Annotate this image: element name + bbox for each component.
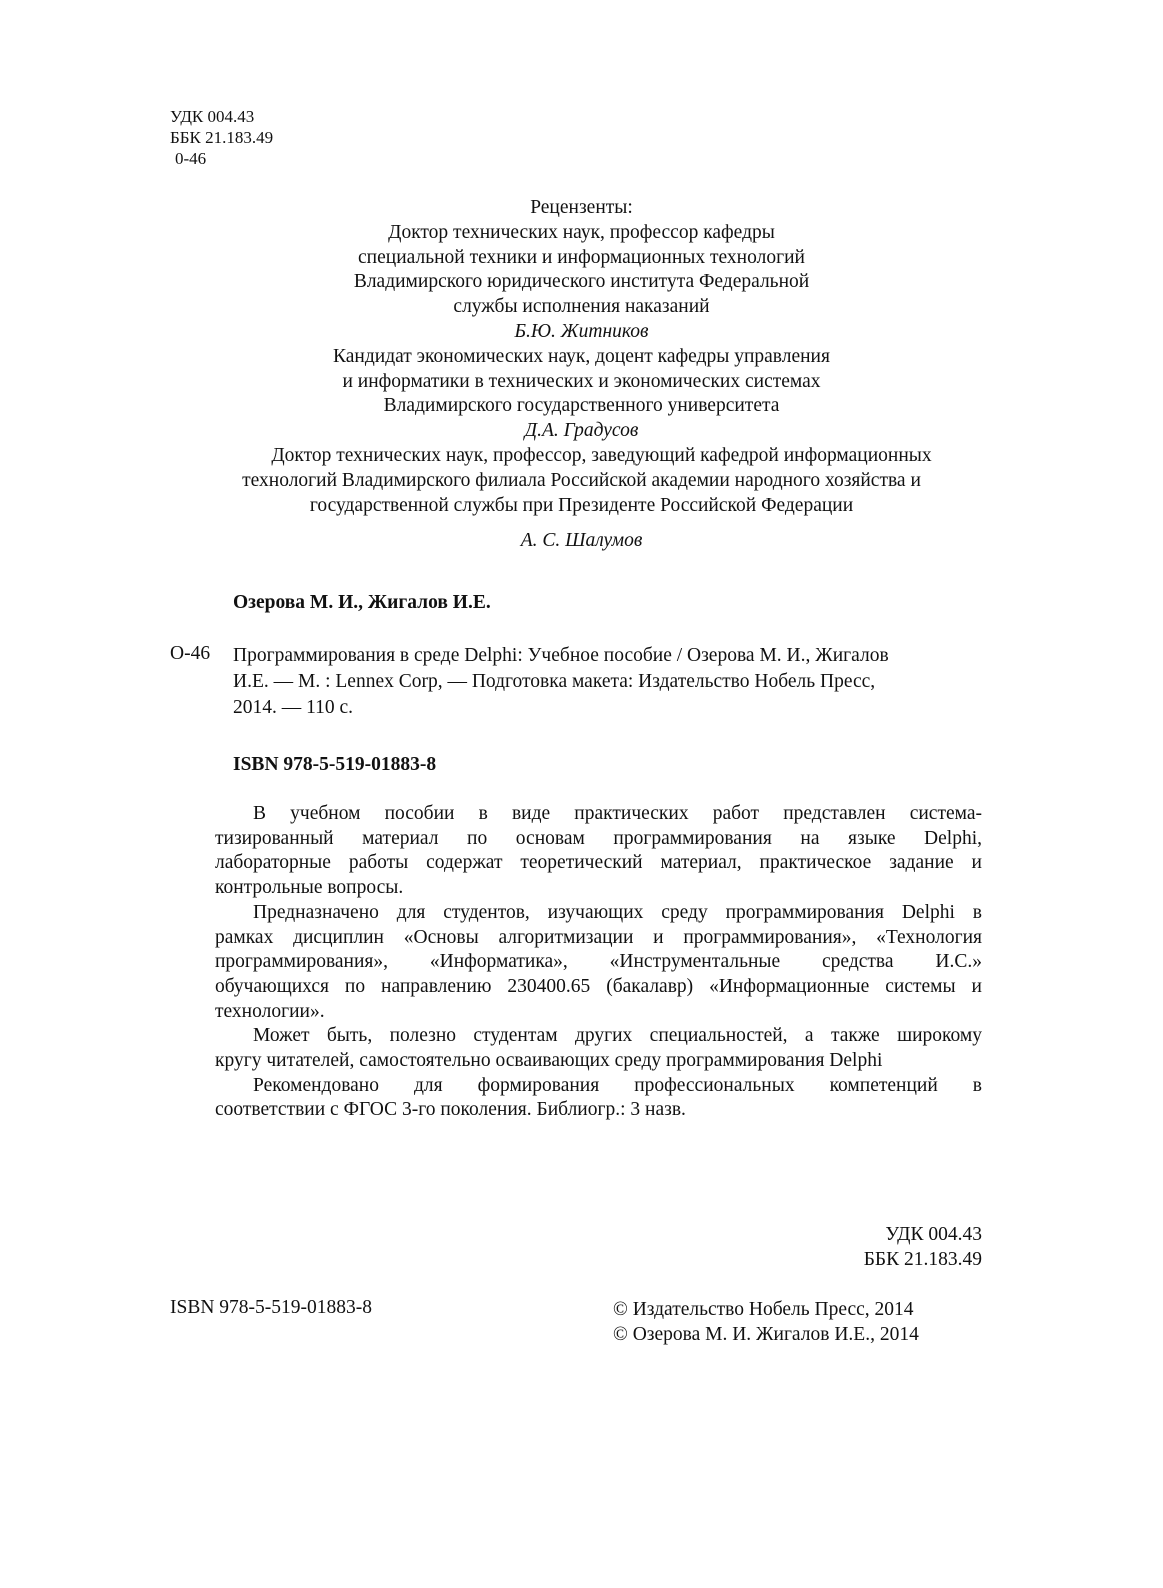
annotation-line: тизированный материал по основам программирования на языке Delphi, bbox=[215, 827, 982, 849]
annotation-line: Рекомендовано для формирования профессиональных компетенций в bbox=[253, 1074, 982, 1096]
annotation-paragraph bbox=[215, 1074, 982, 1123]
annotation-paragraph bbox=[215, 802, 982, 901]
reviewer-2-line: Владимирского государственного университета bbox=[383, 395, 780, 417]
annotation bbox=[215, 802, 982, 1123]
bibliography-code: О-46 bbox=[170, 643, 211, 664]
copyright-block bbox=[613, 1297, 919, 1347]
reviewer-1-line: Доктор технических наук, профессор кафедры bbox=[388, 221, 775, 243]
reviewer-1-line: службы исполнения наказаний bbox=[453, 296, 710, 318]
reviewer-1-name: Б.Ю. Житников bbox=[514, 320, 649, 342]
udk-code: УДК 004.43 bbox=[170, 107, 255, 126]
bbk-code: ББК 21.183.49 bbox=[170, 128, 274, 147]
reviewer-2-line: Кандидат экономических наук, доцент кафедры управления bbox=[333, 345, 830, 367]
classification-footer bbox=[864, 1222, 982, 1272]
classification-header bbox=[170, 106, 273, 169]
authors: Озерова М. И., Жигалов И.Е. bbox=[233, 592, 491, 613]
isbn-heading: ISBN 978-5-519-01883-8 bbox=[233, 754, 437, 775]
isbn-footer: ISBN 978-5-519-01883-8 bbox=[170, 1297, 373, 1318]
annotation-line: В учебном пособии в виде практических работ представлен система- bbox=[253, 803, 982, 824]
footer-udk-code: УДК 004.43 bbox=[885, 1224, 982, 1245]
copyright-publisher: © Издательство Нобель Пресс, 2014 bbox=[613, 1299, 914, 1320]
reviewers-block bbox=[0, 196, 1163, 554]
reviewer-3-line: государственной службы при Президенте Российской Федерации bbox=[309, 494, 854, 516]
reviewer-2-line: и информатики в технических и экономических системах bbox=[342, 370, 821, 392]
annotation-paragraph bbox=[215, 1024, 982, 1073]
bibliography-line: 2014. — 110 с. bbox=[233, 697, 354, 718]
reviewer-2-name: Д.А. Градусов bbox=[524, 420, 639, 442]
annotation-line: кругу читателей, самостоятельно осваивающих среду программирования Delphi bbox=[215, 1050, 883, 1072]
annotation-line: Может быть, полезно студентам других специальностей, а также широкому bbox=[253, 1025, 982, 1047]
footer-bbk-code: ББК 21.183.49 bbox=[863, 1249, 982, 1270]
bibliography-line: И.Е. — М. : Lennex Corp, — Подготовка макета: Издательство Нобель Пресс, bbox=[233, 671, 876, 692]
annotation-paragraph bbox=[215, 901, 982, 1025]
reviewer-1-line: Владимирского юридического института Федеральной bbox=[353, 271, 810, 293]
annotation-line: обучающихся по направлению 230400.65 (бакалавр) «Информационные системы и bbox=[215, 975, 982, 997]
annotation-line: программирования», «Информатика», «Инструментальные средства И.С.» bbox=[215, 951, 982, 973]
annotation-line: рамках дисциплин «Основы алгоритмизации и программирования», «Технология bbox=[215, 926, 982, 948]
bibliography-entry bbox=[233, 643, 889, 721]
reviewer-1-line: специальной техники и информационных технологий bbox=[358, 246, 805, 268]
annotation-line: Предназначено для студентов, изучающих среду программирования Delphi в bbox=[253, 901, 982, 923]
reviewer-3-name: А. С. Шалумов bbox=[520, 530, 643, 552]
author-sign: 0-46 bbox=[175, 149, 207, 168]
bibliography-line: Программирования в среде Delphi: Учебное пособие / Озерова М. И., Жигалов bbox=[233, 645, 889, 666]
reviewer-3-line: Доктор технических наук, профессор, заведующий кафедрой информационных bbox=[271, 444, 932, 466]
annotation-line: лабораторные работы содержат теоретический материал, практическое задание и bbox=[215, 852, 982, 874]
annotation-line: технологии». bbox=[215, 1000, 325, 1022]
copyright-authors: © Озерова М. И. Жигалов И.Е., 2014 bbox=[613, 1324, 919, 1345]
annotation-line: соответствии с ФГОС 3-го поколения. Библиогр.: 3 назв. bbox=[215, 1099, 686, 1121]
annotation-line: контрольные вопросы. bbox=[215, 877, 404, 899]
reviewers-title: Рецензенты: bbox=[530, 197, 633, 218]
reviewer-3-line: технологий Владимирского филиала Российской академии народного хозяйства и bbox=[242, 469, 921, 491]
